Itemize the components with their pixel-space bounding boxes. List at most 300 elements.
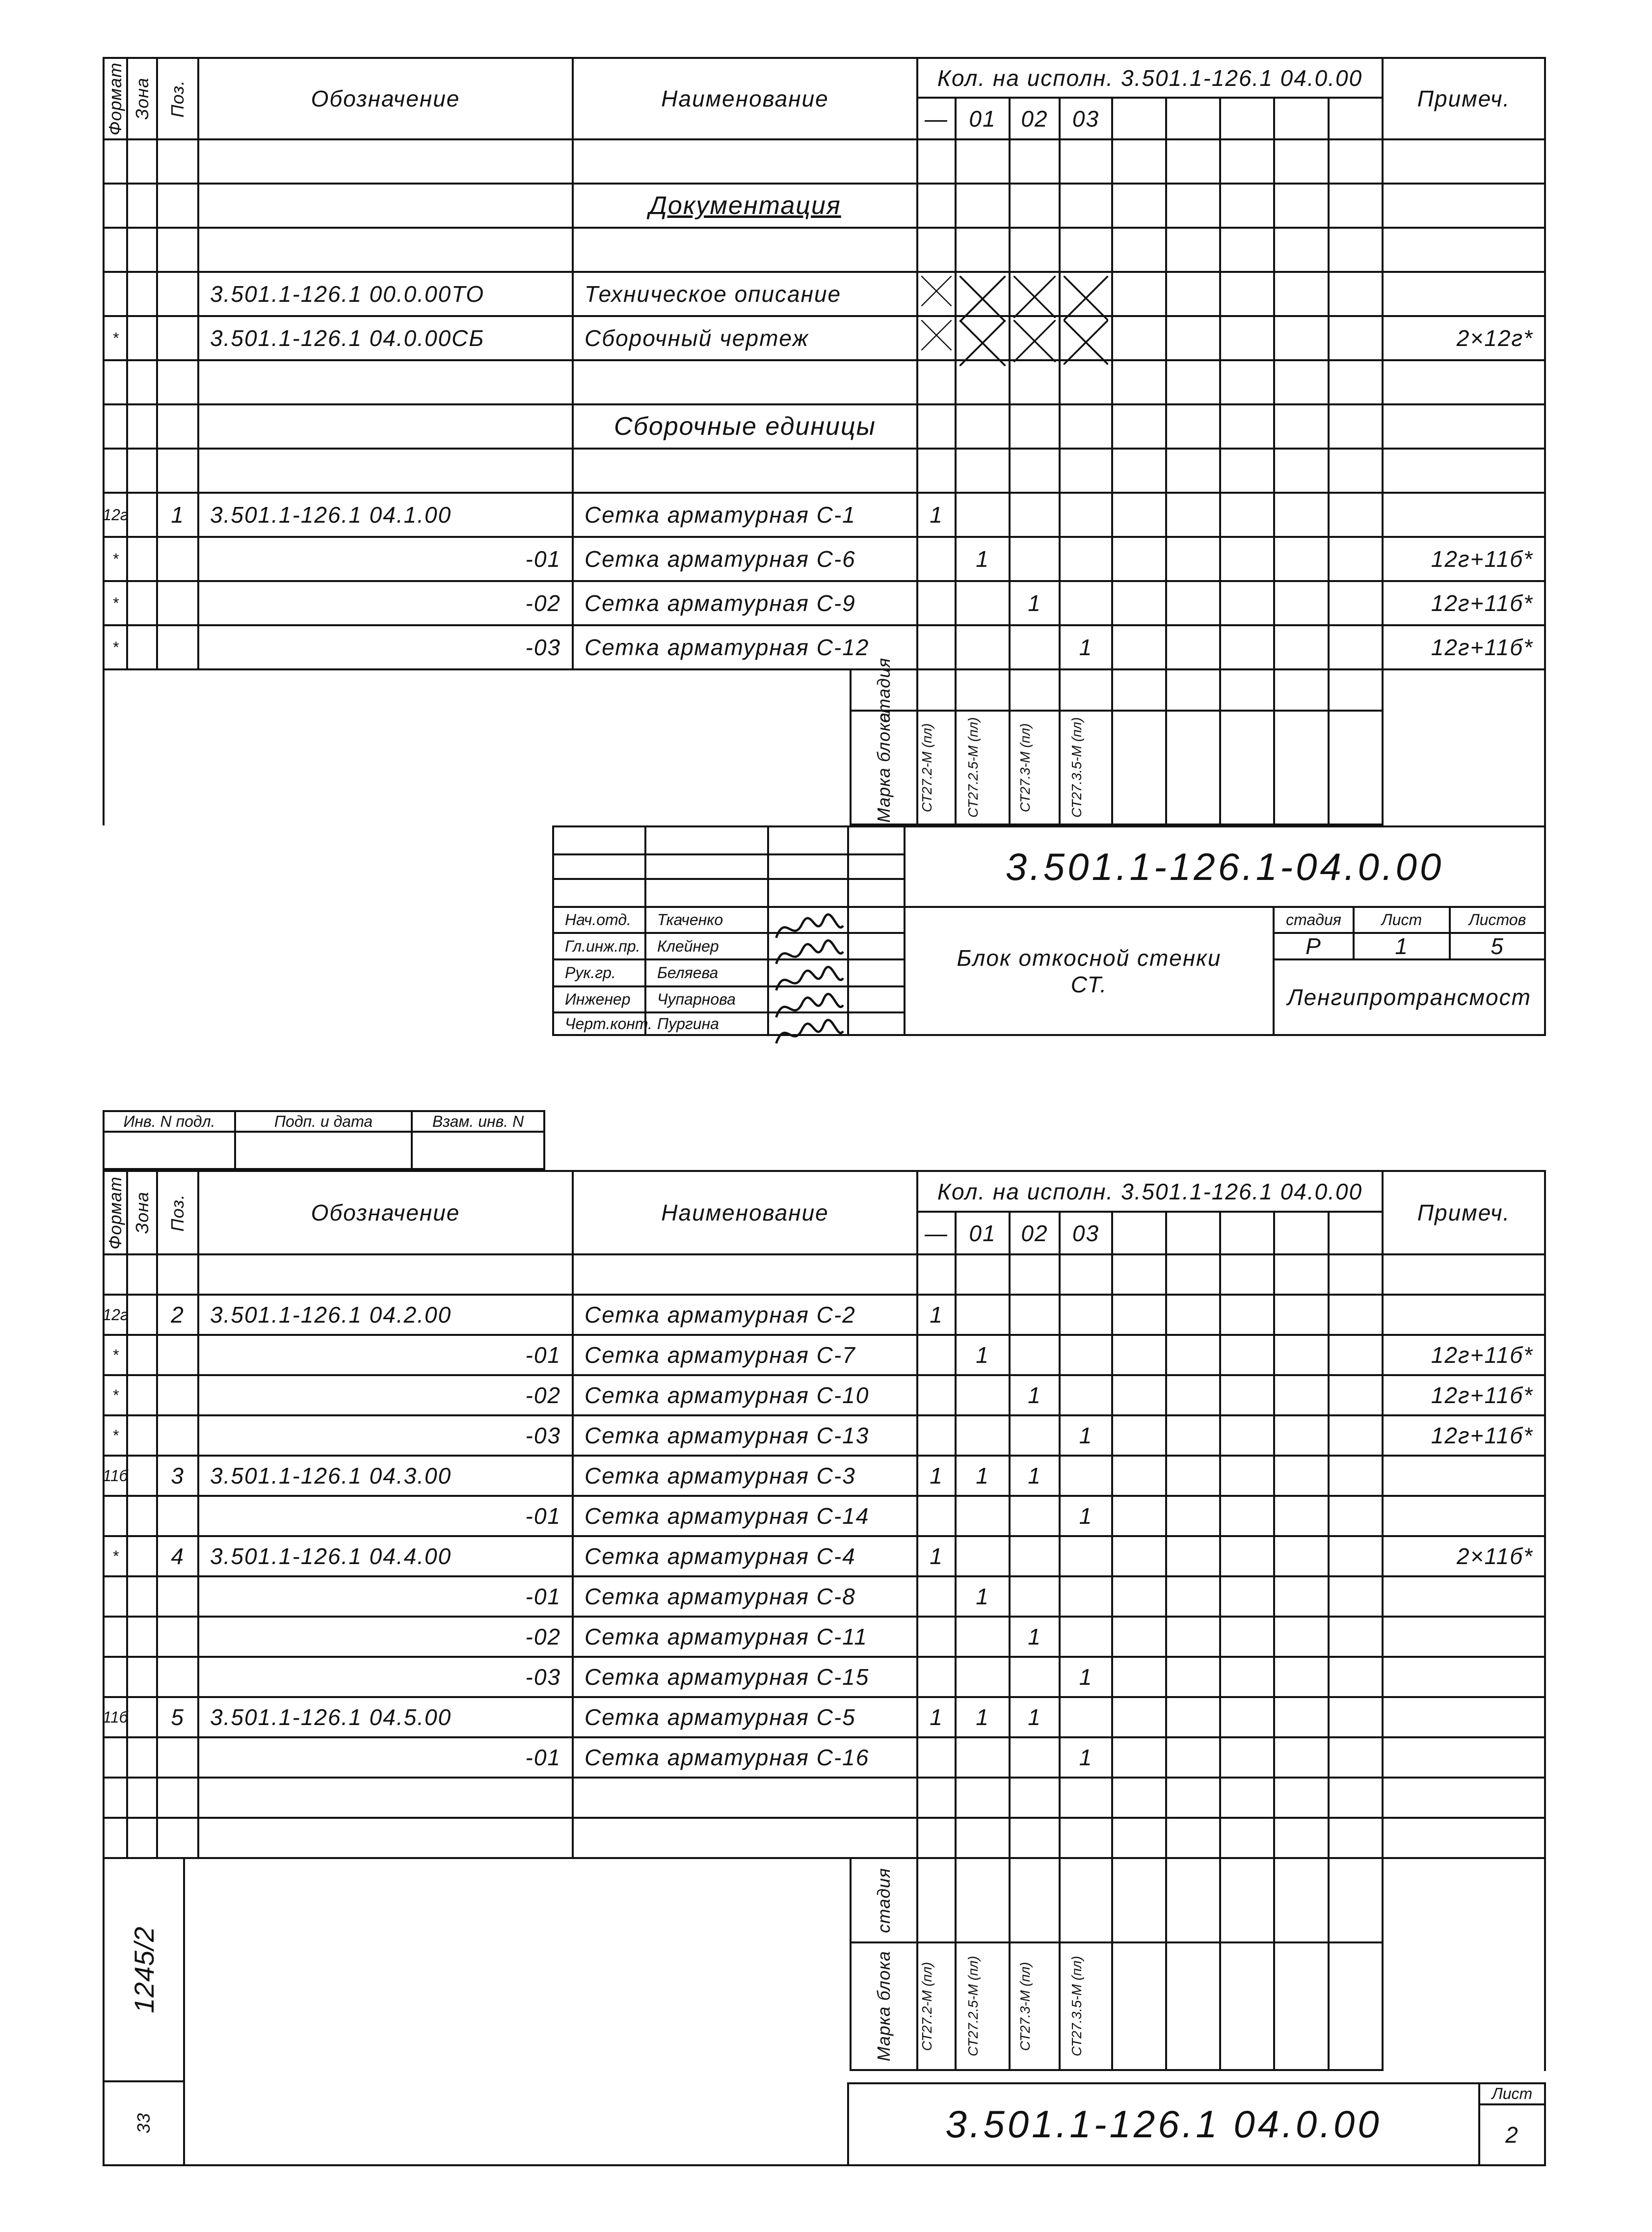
cell-qty [1275,1779,1330,1819]
cell-designation [199,494,574,538]
cell-note [1384,1457,1546,1497]
cell-designation [199,538,574,582]
sheets-value-text: 5 [1491,933,1504,959]
cell-qty [1275,273,1330,317]
cell-name-text: Сетка арматурная С-15 [585,1664,870,1690]
cell-qty [1061,582,1113,626]
cell-qty [957,1537,1011,1577]
cell-designation [199,317,574,361]
header-designation [199,1170,574,1255]
cell-format-text: 12г [103,505,128,524]
cell-qty [1330,538,1384,582]
header-qty-title [918,1170,1384,1213]
block-mark-label [850,1943,918,2071]
archive-number [103,1859,185,2082]
cell-format [103,1537,128,1577]
cell-zone [128,1336,158,1376]
cell-qty [1167,1577,1221,1618]
cell-position [158,1819,199,1859]
cell-note [1384,1255,1546,1296]
header-qty-col [918,99,957,140]
header-qty-col-text: 02 [1021,106,1048,132]
inventory-label-text: Инв. N подл. [123,1112,215,1130]
stage-cell [957,1859,1011,1943]
cell-qty [1221,1457,1275,1497]
block-mark-cell-text: СТ27.3.5-М (пл) [1068,1956,1084,2057]
cell-designation-text: 3.501.1-126.1 04.1.00 [210,502,452,528]
cell-qty [1275,317,1330,361]
cell-zone [128,1698,158,1738]
block-mark-cell [1113,712,1167,825]
cell-note-text: 12г+11б* [1431,1423,1533,1448]
signer-name-text: Беляева [657,964,719,982]
cell-qty [1330,361,1384,405]
header-qty-col-text: 01 [969,1220,996,1246]
cell-qty [1011,317,1061,361]
cell-designation-text: -01 [525,1342,561,1368]
cell-qty [957,1416,1011,1457]
cell-qty [1011,1577,1061,1618]
cell-note-text: 12г+11б* [1431,590,1533,616]
cell-qty [918,538,957,582]
cell-qty [1113,1577,1167,1618]
stage-cell [1061,670,1113,712]
cell-name [574,273,918,317]
cell-qty [1330,1658,1384,1698]
cell-qty [918,1336,957,1376]
cell-qty [1330,582,1384,626]
cell-qty [957,1738,1011,1779]
header-zone [128,1170,158,1255]
cell-qty [1167,273,1221,317]
cell-qty [1221,1779,1275,1819]
cell-qty [1167,494,1221,538]
cell-qty [1221,626,1275,670]
cell-position [158,1255,199,1296]
cell-qty [918,1255,957,1296]
header-zone-text: Зона [132,1192,152,1234]
cell-qty [1275,1819,1330,1859]
cell-qty [1113,1537,1167,1577]
cell-zone [128,1537,158,1577]
cell-note [1384,538,1546,582]
header-position-text: Поз. [167,80,187,118]
cell-qty [1167,1376,1221,1416]
cell-qty [1113,1658,1167,1698]
cell-qty [957,626,1011,670]
cell-designation-text: 3.501.1-126.1 04.2.00 [210,1302,452,1328]
cell-qty [1011,538,1061,582]
inventory-label [103,1110,236,1133]
cell-qty [1113,140,1167,185]
cell-note [1384,1698,1546,1738]
cell-name [574,1658,918,1698]
block-mark-cell-text: СТ27.2-М (пл) [919,723,934,812]
cell-zone [128,1255,158,1296]
header-qty-col [1221,99,1275,140]
header-qty-col-text: 03 [1072,106,1100,132]
cell-qty [1330,273,1384,317]
cell-name [574,317,918,361]
cell-qty [1330,317,1384,361]
cell-qty [957,1819,1011,1859]
block-mark-cell [1061,712,1113,825]
cell-qty [1113,1457,1167,1497]
cell-qty [957,361,1011,405]
cell-qty [1167,626,1221,670]
cell-name [574,582,918,626]
cell-qty [1275,494,1330,538]
cell-qty-text: 1 [976,1704,989,1730]
cell-qty [1221,1537,1275,1577]
cell-position [158,1537,199,1577]
block-mark-cell-text: СТ27.2.5-М (пл) [965,1956,981,2057]
cell-note [1384,140,1546,185]
cell-qty-text: 1 [1028,1704,1041,1730]
cell-name-text: Сборочный чертеж [585,325,809,351]
cell-qty [918,1779,957,1819]
cell-name-text: Сетка арматурная С-9 [585,590,856,616]
cell-qty [918,229,957,273]
cell-qty [1330,1819,1384,1859]
cell-position [158,1336,199,1376]
cell-qty [918,140,957,185]
cell-qty [1011,1698,1061,1738]
cell-note [1384,1738,1546,1779]
cell-position [158,1618,199,1658]
sheet-header [1355,908,1451,934]
signer-role-text: Рук.гр. [565,964,616,982]
cell-qty [1330,1537,1384,1577]
block-mark-cell-text: СТ27.2.5-М (пл) [965,717,981,818]
cell-qty [1330,450,1384,494]
block-mark-cell [957,1943,1011,2071]
cell-qty [957,1658,1011,1698]
cell-format [103,1618,128,1658]
stage-cell [1113,1859,1167,1943]
cell-qty [957,229,1011,273]
cell-qty-text: 1 [930,1704,943,1730]
cell-designation [199,626,574,670]
signer-name [646,987,769,1013]
stage-cell [1061,1859,1113,1943]
cell-designation [199,450,574,494]
title-grid-cell [552,880,646,908]
cell-qty [1167,405,1221,450]
cell-qty [1221,273,1275,317]
cell-designation [199,185,574,229]
cell-qty [1221,1416,1275,1457]
cell-designation [199,582,574,626]
cell-name-text: Сетка арматурная С-16 [585,1745,870,1770]
cell-position [158,185,199,229]
cell-qty [1011,494,1061,538]
cell-name-text: Сетка арматурная С-12 [585,635,870,660]
cell-zone [128,538,158,582]
stage-note-cell [1384,670,1546,825]
cell-designation-text: -02 [525,1382,561,1408]
cell-qty [1167,185,1221,229]
cell-qty [1275,1497,1330,1537]
cell-qty [1113,1497,1167,1537]
title-grid-cell [552,855,646,880]
cell-format [103,361,128,405]
cell-position [158,582,199,626]
cell-qty [1167,1457,1221,1497]
cell-qty [1330,1296,1384,1336]
cell-designation [199,1296,574,1336]
header-qty-col-text: 01 [969,106,996,132]
stage-cell [1330,670,1384,712]
header-qty-col [1061,99,1113,140]
document-code-text: 3.501.1-126.1-04.0.00 [1005,845,1444,888]
cell-note [1384,1296,1546,1336]
cell-designation [199,1537,574,1577]
cell-qty [1113,626,1167,670]
organization [1275,960,1546,1036]
cell-qty [1167,1698,1221,1738]
cell-designation-text: -02 [525,1624,561,1649]
cell-qty [1061,1376,1113,1416]
cross-mark-icon [921,276,952,306]
stage-cell [918,670,957,712]
cell-name-text: Сетка арматурная С-2 [585,1302,856,1328]
cell-qty-text: 1 [976,1463,989,1488]
header-name [574,1170,918,1255]
cell-name-text: Сборочные единицы [614,412,876,441]
cell-zone [128,361,158,405]
header-qty-col [1221,1213,1275,1255]
block-mark-cell [1275,1943,1330,2071]
cell-qty [1061,1779,1113,1819]
signer-role [552,987,646,1013]
cell-qty [1011,1658,1061,1698]
header-qty-col-text: — [925,1220,948,1246]
cell-qty [1061,1658,1113,1698]
cell-qty [1113,361,1167,405]
cell-name [574,450,918,494]
cell-qty [957,1255,1011,1296]
cell-name [574,140,918,185]
cell-qty [1330,140,1384,185]
header-note [1384,57,1546,140]
stage-value [1275,934,1355,960]
cell-qty [1113,450,1167,494]
sheet2-code-text: 3.501.1-126.1 04.0.00 [945,2102,1382,2146]
stage-cell [1330,1859,1384,1943]
document-title-text: Блок откосной стенки СТ. [957,945,1222,997]
cell-qty [1061,317,1113,361]
document-title [906,908,1275,1036]
frame-left-line [103,670,105,825]
cell-note [1384,450,1546,494]
cell-note [1384,1376,1546,1416]
signer-name-text: Ткаченко [657,911,723,929]
cell-qty [918,405,957,450]
block-mark-cell-text: СТ27.3-М (пл) [1017,1962,1033,2051]
header-format [103,57,128,140]
cell-name [574,1296,918,1336]
cell-qty [918,1738,957,1779]
cell-qty [1275,1658,1330,1698]
stage-cell [1221,1859,1275,1943]
cell-qty [1167,1819,1221,1859]
cell-qty [1011,582,1061,626]
cell-qty [1061,1738,1113,1779]
block-mark-cell [1221,712,1275,825]
cell-qty-text: 1 [1079,1423,1093,1448]
cell-qty [1011,1738,1061,1779]
block-mark-cell [1061,1943,1113,2071]
inventory-label-text: Подп. и дата [274,1112,373,1130]
stage-cell [1167,1859,1221,1943]
cell-format-text: * [112,1426,119,1444]
cell-qty [1061,185,1113,229]
signature [770,1014,846,1053]
cell-format-text: * [112,550,119,568]
cell-note [1384,317,1546,361]
cell-format [103,1296,128,1336]
cell-format [103,317,128,361]
stage-label [850,657,918,723]
cell-qty [1113,1255,1167,1296]
cell-designation-text: -02 [525,590,561,616]
cell-qty [957,1376,1011,1416]
cell-zone [128,1376,158,1416]
cell-qty [957,582,1011,626]
signer-name [646,908,769,934]
cell-name-text: Сетка арматурная С-11 [585,1624,868,1649]
cell-note [1384,405,1546,450]
cell-qty [1061,1457,1113,1497]
cell-zone [128,450,158,494]
cell-designation [199,405,574,450]
title-grid-cell [769,934,849,960]
header-format-text: Формат [105,1176,125,1249]
cell-note-text: 2×11б* [1457,1543,1533,1569]
cell-designation [199,1577,574,1618]
cell-qty [1330,1336,1384,1376]
cell-qty [1330,405,1384,450]
stage-label [850,1859,918,1943]
cell-qty-text: 1 [930,1543,943,1569]
cell-qty [1011,1779,1061,1819]
cell-format [103,1457,128,1497]
cell-qty [1221,317,1275,361]
signer-name-text: Клейнер [657,937,719,955]
cell-qty [1113,494,1167,538]
stage-note-cell [1384,1859,1546,2071]
cell-qty [1167,140,1221,185]
cell-qty [1061,450,1113,494]
title-grid-cell [849,987,906,1013]
cell-qty [918,582,957,626]
cell-qty-text: 1 [976,1342,989,1368]
signer-role [552,934,646,960]
block-mark-cell-text: СТ27.2-М (пл) [919,1962,934,2051]
cell-qty-text: 1 [1028,1382,1041,1408]
cell-designation [199,1255,574,1296]
inventory-value [103,1133,236,1170]
cell-qty [1011,1416,1061,1457]
inventory-label [236,1110,413,1133]
header-qty-col [1113,1213,1167,1255]
inventory-label-text: Взам. инв. N [432,1112,524,1130]
archive-number-text: 1245/2 [128,1926,160,2014]
cell-designation [199,1457,574,1497]
block-mark-cell [1167,712,1221,825]
cell-name-text: Сетка арматурная С-3 [585,1463,856,1488]
cell-name [574,1819,918,1859]
cell-note [1384,1336,1546,1376]
cell-format [103,1819,128,1859]
header-zone-text: Зона [132,78,152,120]
cell-format [103,538,128,582]
cell-designation [199,1819,574,1859]
header-note-text: Примеч. [1417,1200,1511,1225]
cell-qty [1275,1698,1330,1738]
cell-qty [918,1376,957,1416]
cell-qty [1330,185,1384,229]
cell-position [158,538,199,582]
cell-name [574,1577,918,1618]
cell-name [574,185,918,229]
cell-position [158,229,199,273]
cell-format [103,1738,128,1779]
cell-position [158,1698,199,1738]
cell-designation [199,140,574,185]
cell-position [158,1577,199,1618]
stage-cell [1167,670,1221,712]
cell-position-text: 4 [171,1543,185,1569]
cell-designation [199,1336,574,1376]
cell-note [1384,1618,1546,1658]
title-grid-cell [769,987,849,1013]
cell-qty [1011,185,1061,229]
cell-format-text: * [112,594,119,612]
cell-note [1384,361,1546,405]
stage-cell [957,670,1011,712]
cell-designation-text: 3.501.1-126.1 04.3.00 [210,1463,452,1488]
cell-name [574,538,918,582]
block-mark-label [850,712,918,825]
cell-designation [199,361,574,405]
cell-name-text: Техническое описание [585,281,842,307]
cell-name [574,1738,918,1779]
signer-name [646,1013,769,1036]
cell-format [103,1497,128,1537]
cell-qty [957,140,1011,185]
stage-label-text: стадия [874,657,894,723]
cell-name [574,1457,918,1497]
cell-qty [1221,1618,1275,1658]
header-qty-col-text: 02 [1021,1220,1048,1246]
stage-label-text: стадия [874,1867,894,1933]
cell-qty [1061,1497,1113,1537]
cell-qty [1113,1738,1167,1779]
cell-qty [1221,1698,1275,1738]
cell-qty [1330,1698,1384,1738]
cell-qty [1113,405,1167,450]
cell-qty-text: 1 [1079,1745,1093,1770]
cell-zone [128,1577,158,1618]
header-note-text: Примеч. [1417,86,1511,111]
cell-qty [1221,582,1275,626]
signer-role-text: Гл.инж.пр. [565,937,640,955]
cross-mark-icon [959,320,1006,366]
cell-format-text: 12г [103,1305,128,1324]
cell-name [574,1376,918,1416]
